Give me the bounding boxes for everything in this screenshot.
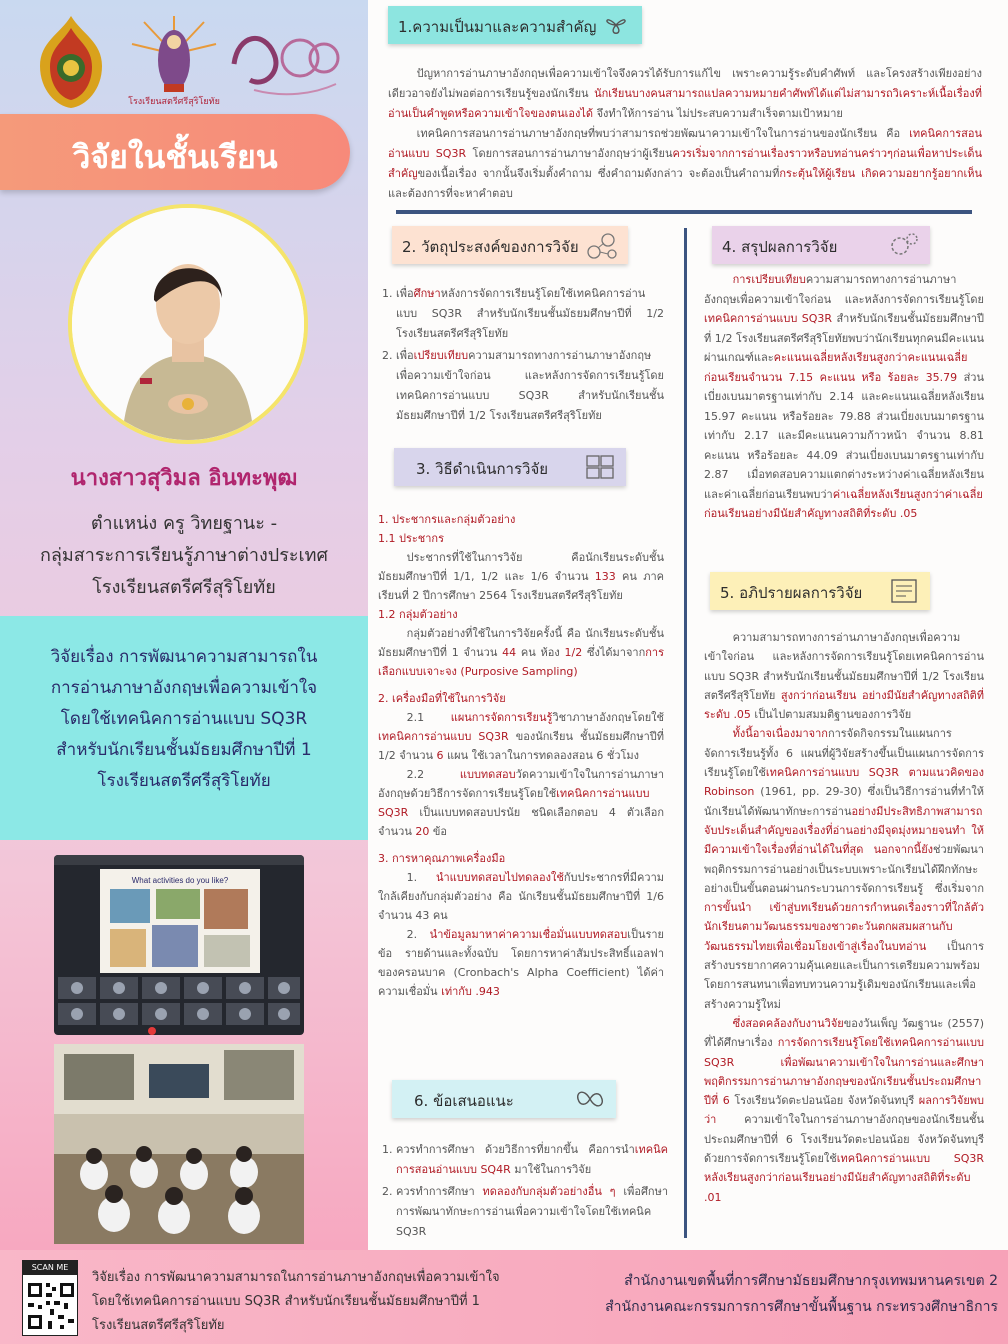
obec-emblem-logo [32,14,110,110]
highlight-text: ค่าเฉลี่ยหลังเรียนสูงกว่าค่าเฉลี่ยก่อนเรียนอย่างมีนัยสำคัญทางสถิติที่ระดับ .05 [704,487,983,520]
research-title-line: การอ่านภาษาอังกฤษเพื่อความเข้าใจ [50,678,318,698]
paragraph [378,708,664,765]
text-run: วิชาภาษาอังกฤษโดยใช้ [552,711,664,724]
highlight-text: ศึกษา [413,287,441,300]
text-run: หลังการจัดการเรียนรู้โดยใช้เทคนิคการอ่านแบบ SQ3R สำหรับนักเรียนชั้นมัธยมศึกษาปีที่ 1/2 โรงเรียนสตรีศรีสุริโยทัย [396,287,664,340]
list-item [396,1182,668,1242]
highlight-text: 20 [415,825,430,838]
research-title-line: วิจัยเรื่อง การพัฒนาความสามารถใน [50,647,318,667]
paragraph [378,868,664,925]
logo-row [28,14,348,114]
text-run: คน ห้อง [516,646,565,659]
section-3-header [394,448,626,486]
highlight-text: แบบทดสอบ [459,768,516,781]
list-item [396,346,664,426]
highlight-text: เทคนิคการอ่านแบบ SQ3R [704,312,833,325]
text-run: ของนักเรียน ชั้นมัธยมศึกษาปีที่ 1/2 จำนวน [378,730,664,762]
text-run: ข้อ [429,825,447,838]
footer-agency-line: สำนักงานคณะกรรมการการศึกษาขั้นพื้นฐาน กระทรวงศึกษาธิการ [605,1299,998,1315]
text-run: วัดความเข้าใจในการอ่านภาษาอังกฤษด้วยวิธีการจัดการเรียนรู้โดยใช้ [378,768,664,800]
highlight-text: เทคนิคการอ่านแบบ SQ3R [378,787,650,819]
research-title-line: โรงเรียนสตรีศรีสุริโยทัย [97,771,271,791]
list-item [396,1140,668,1180]
column-divider [684,228,687,1238]
highlight-text: เทคนิคการสอนอ่านแบบ SQ4R [396,1143,668,1176]
text-run: ความสามารถทางการอ่านภาษาอังกฤษเพื่อความเข้าใจก่อน และหลังการจัดการเรียนรู้โดยเทคนิคการอ่านแบบ SQ3R สำหรับนักเรียนชั้นมัธยมศึกษาปีที่ 1/2 โรงเรียนสตรีศรีสุริโยทัย [396,349,664,422]
classroom-scene-icon [54,1044,304,1244]
footer-line: โรงเรียนสตรีศรีสุริโยทัย [92,1318,225,1333]
text-run: ของเนื้อเรื่อง จากนั้นจึงเริ่มตั้งคำถาม ซึ่งคำถามดังกล่าว จะต้องเป็นคำถามที่ [417,167,780,180]
text-run: โดยการสอนการอ่านภาษาอังกฤษว่าผู้เรียน [466,147,673,160]
text-run: ประชากรที่ใช้ในการวิจัย คือนักเรียนระดับชั้นมัธยมศึกษาปีที่ 1/1, 1/2 และ 1/6 จำนวน [378,551,664,583]
text-run: ซึ่งได้มาจาก [582,646,646,659]
highlight-text: ผลการวิจัยพบว่า [704,1094,985,1127]
text-run: โรงเรียนวัดตะปอนน้อย จังหวัดจันทบุรี [729,1094,919,1108]
text-run: ควรทำการศึกษา ด้วยวิธีการที่ยากขึ้น คือการนำ [396,1143,635,1156]
text-run: ปัญหาการอ่านภาษาอังกฤษเพื่อความเข้าใจจึงควรได้รับการแก้ไข เพราะความรู้ระดับคำศัพท์ และโครงสร้างเพียงอย่างเดียวอาจยังไม่พอต่อการเรียนรู้ของนักเรียน [388,67,982,100]
research-title [18,642,350,797]
section-6-header [392,1080,616,1118]
text-run: กลุ่มตัวอย่างที่ใช้ในการวิจัยครั้งนี้ คือ นักเรียนระดับชั้นมัธยมศึกษาปีที่ 1 จำนวน [378,627,664,659]
text-run: การจัดกิจกรรมในแผนการจัดการเรียนรู้ทั้ง 6 แผนที่ผู้วิจัยสร้างขึ้นเป็นแผนการจัดการเรียนรู้โดยใช้ [704,727,984,780]
footer [0,1250,1008,1344]
subheading: 2. เครื่องมือที่ใช้ในการวิจัย [378,692,506,705]
text-run: แผน ใช้เวลาในการทดลองสอน 6 ชั่วโมง [443,749,640,762]
section-2-title: 2. วัตถุประสงค์ของการวิจัย [402,238,579,256]
paragraph [704,270,984,524]
highlight-text: ทดลองกับกลุ่มตัวอย่างอื่น ๆ [482,1185,616,1198]
footer-agency-line: สำนักงานเขตพื้นที่การศึกษามัธยมศึกษากรุงเทพมหานครเขต 2 [624,1273,998,1289]
section-1-title: 1.ความเป็นมาและความสำคัญ [398,18,597,36]
author-photo [68,204,308,444]
footer-line: วิจัยเรื่อง การพัฒนาความสามารถในการอ่านภาษาอังกฤษเพื่อความเข้าใจ [92,1270,500,1285]
highlight-text: เปรียบเทียบ [413,349,469,362]
paragraph [378,624,664,681]
school-logo-caption: โรงเรียนสตรีศรีสุริโยทัย [128,97,220,107]
highlight-text: เทคนิคการอ่านแบบ SQ3R หลังเรียนสูงกว่าก่อนเรียนอย่างมีนัยสำคัญทางสถิติที่ระดับ .01 [704,1152,984,1204]
subheading: 1.1 ประชากร [378,532,444,545]
text-run: และต้องการที่จะหาคำตอบ [388,187,513,200]
text-run: ของวันเพ็ญ วัฒฐานะ (2557) ที่ได้ศึกษาเรื่อง [704,1016,984,1050]
author-position-rank: ตำแหน่ง ครู วิทยฐานะ - [90,513,278,534]
section-3-body [378,510,664,1001]
paragraph [704,1014,984,1207]
text-run: (1961, pp. 29-30) ซึ่งเป็นวิธีการอ่านที่ทำให้นักเรียนได้พัฒนาทักษะการอ่าน [704,785,984,818]
suggestions-list [378,1140,668,1242]
text-run: เป็นแบบทดสอบปรนัย ชนิดเลือกตอบ 4 ตัวเลือก จำนวน [378,806,664,838]
highlight-text: นำแบบทดสอบไปทดลองใช้ [435,871,564,884]
banner-title: วิจัยในชั้นเรียน [72,138,278,176]
text-run: ส่วนเบี่ยงเบนมาตรฐานเท่ากับ 2.14 และคะแนนเฉลี่ยหลังเรียน 15.97 คะแนน หรือร้อยละ 79.88 ส่วนเบี่ยงเบนมาตรฐานเท่ากับ 2.17 และมีคะแนนความก้าวหน้า จำนวน 8.81 คะแนน หรือร้อยละ 44.09 ส่วนเบี่ยงเบนมาตรฐานเท่ากับ 2.87 เมื่อทดสอบความแตกต่างระหว่างค่าเฉลี่ยหลังเรียนและค่าเฉลี่ยก่อนเรียนพบว่า [704,370,984,501]
gears-icon [888,230,920,260]
section-5-header [710,572,930,610]
section-2-body [378,284,664,428]
highlight-text: อย่างมีประสิทธิภาพสามารถจับประเด็นสำคัญของเรื่องที่อ่านอย่างมีจุดมุ่งหมายจนทำ ให้มีความเข้าใจเรื่องที่อ่านได้ในที่สุด นอกจากนี้ยัง [704,804,984,857]
section-2-header [392,226,628,264]
text-run: เทคนิคการสอนการอ่านภาษาอังกฤษที่พบว่าสามารถช่วยพัฒนาความเข้าใจในการอ่านของนักเรียน คือ [416,127,910,140]
section-6-body [378,1140,668,1244]
online-class-screenshot [54,855,304,1035]
chart-document-icon [888,576,920,606]
text-run: เพื่อศึกษาการพัฒนาทักษะการอ่านเพื่อความเข้าใจโดยใช้เทคนิค SQ3R [396,1185,669,1238]
subheading: 3. การหาคุณภาพเครื่องมือ [378,852,506,865]
research-title-line: สำหรับนักเรียนชั้นมัธยมศึกษาปีที่ 1 [56,740,312,760]
highlight-text: สูงกว่าก่อนเรียน อย่างมีนัยสำคัญทางสถิติที่ระดับ .05 [704,688,984,722]
highlight-text: การเปรียบเทียบ [732,273,806,286]
highlight-text: เทคนิคการอ่านแบบ SQ3R [378,730,509,743]
classroom-research-banner [0,114,350,190]
text-run: เป็นการสร้างบรรยากาศความคุ้นเคยและเป็นการเตรียมความพร้อมโดยการสนทนาเพื่อทบทวนความรู้เดิมของนักเรียนและเพื่อสร้างความรู้ใหม่ [704,939,984,1011]
section-4-header [712,226,930,264]
section-1-header [388,6,642,44]
highlight-text: เทคนิคการอ่านแบบ SQ3R ตามแนวคิดของ Robinson [704,766,984,799]
highlight-text: คะแนนเฉลี่ยหลังเรียนสูงกว่าคะแนนเฉลี่ยก่อนเรียนจำนวน 7.15 คะแนน หรือ ร้อยละ 35.79 [704,351,968,384]
text-run: ความสามารถทางการอ่านภาษาอังกฤษเพื่อความเข้าใจก่อน และหลังการจัดการเรียนรู้โดย [704,273,984,306]
highlight-text: 44 [502,646,517,659]
section-6-title: 6. ข้อเสนอแนะ [414,1092,514,1110]
author-school: โรงเรียนสตรีศรีสุริโยทัย [92,577,276,598]
qr-code[interactable] [22,1260,78,1336]
slide-title: What activities do you like? [131,876,229,885]
highlight-text: ซึ่งสอดคล้องกับงานวิจัย [732,1016,844,1030]
text-run: คน ภาคเรียนที่ 2 ปีการศึกษา 2564 โรงเรียนสตรีศรีสุริโยทัย [378,570,664,602]
highlight-text: 6 [436,749,444,762]
research-title-box [0,616,368,840]
author-position [0,508,368,604]
text-run: จึงทำให้การอ่าน ไม่ประสบความสำเร็จตามเป้าหมาย [593,107,843,120]
footer-line: โดยใช้เทคนิคการอ่านแบบ SQ3R สำหรับนักเรียนชั้นมัธยมศึกษาปีที่ 1 [92,1294,480,1309]
text-run: 2. [406,928,430,941]
classroom-photo [54,1044,304,1244]
section-5-body [704,628,984,1207]
footer-research-title [92,1266,532,1338]
text-run: 1. [406,871,436,884]
paragraph [378,765,664,841]
section-1-paragraph [388,64,982,124]
highlight-text: กระตุ้นให้ผู้เรียน เกิดความอยากรู้อยากเห็น [779,167,982,180]
qr-code-icon [24,1279,78,1333]
text-run: มาใช้ในการวิจัย [510,1163,592,1176]
infinity-icon [574,1084,606,1114]
text-run: ควรทำการศึกษา [396,1185,483,1198]
school-logo [124,14,224,110]
highlight-text: นักเรียนบางคนสามารถแปลความหมายคำศัพท์ได้แต่ไม่สามารถวิเคราะห์เนื้อเรื่องที่อ่านเป็นคำพูดหรือความเข้าใจของตนเองได้ [388,87,982,120]
highlight-text: 133 [594,570,616,583]
paragraph [378,548,664,605]
text-run: ช่วยพัฒนาพฤติกรรมการอ่านอย่างเป็นระบบเพราะนักเรียนได้ฝึกทักษะอย่างเป็นขั้นตอนผ่านกระบวนการจัดการเรียนรู้ ซึ่งเริ่มจาก [704,843,984,895]
section-1-paragraph [388,124,982,204]
highlight-text: นำข้อมูลมาหาค่าความเชื่อมั่นแบบทดสอบ [429,928,628,941]
text-run: เป็นรายข้อ รายด้านและทั้งฉบับ โดยการหาค่าสัมประสิทธิ์แอลฟาของครอนบาค (Cronbach's Alpha Coefficient) ได้ค่าความเชื่อมั่น [378,928,664,998]
scan-me-label: SCAN ME [23,1261,77,1275]
teacher-portrait-icon [72,208,304,440]
text-run: เป็นไปตามสมมติฐานของการวิจัย [750,708,912,722]
puzzle-icon [584,452,616,482]
list-item [396,284,664,344]
author-name: นางสาวสุวิมล อินทะพุฒ [70,466,298,491]
text-run: กับประชากรที่มีความใกล้เคียงกับกลุ่มตัวอย่าง คือ นักเรียนชั้นมัธยมศึกษาปีที่ 1/6 จำนวน 43 คน [378,871,664,922]
text-run: ความสามารถทางการอ่านภาษาอังกฤษเพื่อความเข้าใจก่อน และหลังการจัดการเรียนรู้โดยเทคนิคการอ่านแบบ SQ3R สำหรับนักเรียนชั้นมัธยมศึกษาปีที่ 1/2 โรงเรียนสตรีศรีสุริโยทัย [704,631,984,702]
highlight-text: 1/2 [564,646,583,659]
video-call-icon [54,855,304,1035]
research-title-line: โดยใช้เทคนิคการอ่านแบบ SQ3R [60,709,308,729]
section-4-title: 4. สรุปผลการวิจัย [722,238,838,256]
text-run: ความเข้าใจในการอ่านภาษาอังกฤษของนักเรียนชั้นประถมศึกษาปีที่ 6 โรงเรียนวัดตะปอนน้อย จังหวัดจันทบุรี ด้วยการจัดการเรียนรู้โดยใช้ [704,1113,984,1166]
paragraph [704,724,984,1013]
subheading: 1.2 กลุ่มตัวอย่าง [378,608,458,621]
text-run: 2.2 [406,768,460,781]
section-4-body [704,270,984,524]
left-panel [0,0,368,1250]
molecule-icon [586,230,618,260]
text-run: สำหรับนักเรียนชั้นมัธยมศึกษาปีที่ 1/2 โรงเรียนสตรีศรีสุริโยทัยพบว่านักเรียนทุกคนมีคะแนนผ่านเกณฑ์และ [704,312,984,364]
highlight-text: เท่ากับ .943 [441,985,500,998]
highlight-text: การขั้นนำ เข้าสู่บทเรียนด้วยการกำหนดเรื่องราวที่ใกล้ตัวนักเรียนตามวัฒนธรรมของชาวตะวันตกผสมผสานกับวัฒนธรรมไทยเพื่อเชื่อมโยงเข้าสู่เรื่องในบทอ่าน [704,901,984,953]
text-run: เพื่อ [396,349,414,362]
paragraph [704,628,984,724]
subheading: 1. ประชากรและกลุ่มตัวอย่าง [378,513,516,526]
section-3-title: 3. วิธีดำเนินการวิจัย [416,460,549,478]
highlight-text: แผนการจัดการเรียนรู้ [450,711,553,724]
objectives-list [378,284,664,426]
section-divider [396,210,972,214]
section-1-body [388,64,982,204]
paragraph [378,925,664,1001]
flower-icon [600,10,632,40]
footer-agency [560,1268,998,1320]
highlight-text: ควรเริ่มจากการอ่านเรื่องราวหรือบทอ่านคร่าวๆก่อนเพื่อหาประเด็นสำคัญ [388,147,982,180]
highlight-text: การเลือกแบบเจาะจง (Purposive Sampling) [378,646,664,678]
school-crest-icon [124,14,224,96]
text-run: 2.1 [406,711,451,724]
highlight-text: การจัดการเรียนรู้โดยใช้เทคนิคการอ่านแบบ SQ3R เพื่อพัฒนาความเข้าใจในการอ่านและศึกษาพฤติกรรมการอ่านภาษาอังกฤษของนักเรียนชั้นประถมศึกษาปีที่ 6 [704,1036,984,1108]
highlight-text: ทั้งนี้อาจเนื่องมาจาก [732,727,828,741]
author-department: กลุ่มสาระการเรียนรู้ภาษาต่างประเทศ [40,545,328,566]
highlight-text: เทคนิคการสอนอ่านแบบ SQ3R [388,127,982,160]
section-5-title: 5. อภิปรายผลการวิจัย [720,584,863,602]
anniversary-logo [224,24,344,104]
text-run: เพื่อ [396,287,414,300]
